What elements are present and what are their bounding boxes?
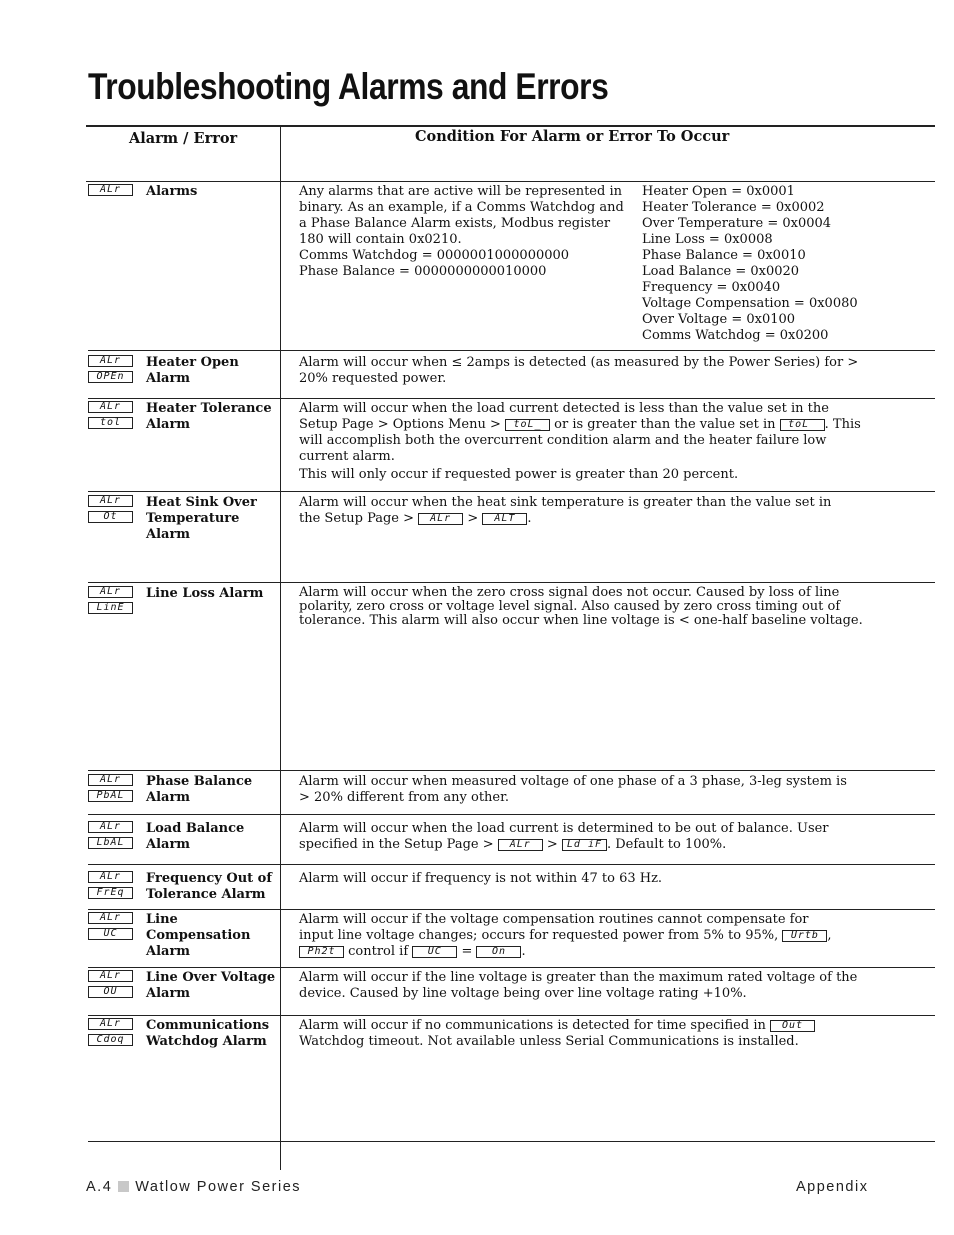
product-name: Watlow Power Series: [135, 1179, 302, 1195]
lcd-code: toL‾: [780, 419, 825, 431]
bit-item: Heater Tolerance = 0x0002: [642, 200, 825, 215]
alarm-name: Line Compensation Alarm: [146, 912, 251, 959]
header-condition: Condition For Alarm or Error To Occur: [415, 128, 730, 145]
condition-text: =: [461, 944, 473, 959]
alarm-codes: [88, 401, 133, 433]
row-rule: [88, 770, 935, 771]
table-bottom-rule: [88, 1141, 935, 1142]
lcd-code: PbAL: [88, 790, 133, 802]
lcd-code: UC: [412, 946, 457, 958]
condition-text: Alarm will occur when the load current detected is less than the value set in the Setup Page > Options Menu >: [299, 401, 829, 432]
alarm-condition: Alarm will occur if the line voltage is greater than the maximum rated voltage of the device. Caused by line voltage being over line voltage rating +10%.: [299, 970, 858, 1001]
alarm-name: Load Balance Alarm: [146, 821, 245, 852]
lcd-code: ALr: [88, 970, 133, 982]
footer-left: [86, 1179, 301, 1195]
alarm-codes: [88, 821, 133, 853]
alarm-condition: [299, 495, 839, 527]
condition-text: .: [521, 944, 526, 959]
alarm-codes: [88, 970, 133, 1002]
lcd-code: ALr: [88, 495, 133, 507]
alarm-example-line: Comms Watchdog = 0000001000000000: [299, 248, 570, 263]
lcd-code: LbAL: [88, 837, 133, 849]
alarm-example-line: Phase Balance = 0000000000010000: [299, 264, 547, 279]
row-rule: [88, 967, 935, 968]
alarm-condition: Alarm will occur when ≤ 2amps is detected (as measured by the Power Series) for > 20% requested power.: [299, 355, 859, 386]
lcd-code: ALr: [88, 586, 133, 598]
lcd-code: UC: [88, 928, 133, 940]
row-rule: [88, 814, 935, 815]
lcd-code: Ld iF: [562, 839, 607, 851]
row-rule: [88, 398, 935, 399]
bit-item: Line Loss = 0x0008: [642, 232, 773, 247]
page-title: Troubleshooting Alarms and Errors: [88, 66, 609, 107]
condition-text: >: [546, 837, 558, 852]
lcd-code: ALr: [88, 871, 133, 883]
bit-item: Frequency = 0x0040: [642, 280, 781, 295]
alarm-codes: [88, 774, 133, 806]
lcd-code: ALr: [88, 401, 133, 413]
row-rule: [88, 491, 935, 492]
condition-text: ,: [827, 928, 832, 943]
condition-text: . Default to 100%.: [606, 837, 727, 852]
lcd-code: toL_: [505, 419, 550, 431]
bit-item: Phase Balance = 0x0010: [642, 248, 806, 263]
page-number: A.4: [86, 1179, 113, 1195]
lcd-code: Urtb: [782, 930, 827, 942]
condition-text: control if: [348, 944, 409, 959]
condition-text: or is greater than the value set in: [554, 417, 776, 432]
footer-section: Appendix: [796, 1179, 869, 1195]
alarm-condition: [299, 912, 839, 960]
alarm-name: Line Over Voltage Alarm: [146, 970, 276, 1001]
row-rule: [88, 1015, 935, 1016]
lcd-code: Ot: [88, 511, 133, 523]
alarm-condition: Alarm will occur when measured voltage of one phase of a 3 phase, 3-leg system is > 20% different from any other.: [299, 774, 847, 805]
lcd-code: ALr: [88, 355, 133, 367]
alarm-codes: [88, 912, 133, 944]
table-top-rule: [86, 125, 935, 127]
column-divider: [280, 126, 281, 1170]
lcd-code: Out: [770, 1020, 815, 1032]
alarm-condition: [299, 821, 869, 853]
lcd-code: OPEn: [88, 371, 133, 383]
lcd-code: Ph2t: [299, 946, 344, 958]
lcd-code: ALr: [88, 184, 133, 196]
lcd-code: ALr: [88, 774, 133, 786]
condition-text: This will only occur if requested power is greater than 20 percent.: [299, 467, 739, 482]
bit-item: Over Temperature = 0x0004: [642, 216, 832, 231]
alarm-codes: [88, 495, 133, 527]
row-rule: [88, 864, 935, 865]
lcd-code: FrEq: [88, 887, 133, 899]
alarm-name: Heater Open Alarm: [146, 355, 239, 386]
bit-item: Voltage Compensation = 0x0080: [642, 296, 858, 311]
alarm-name: Heater Tolerance Alarm: [146, 401, 272, 432]
alarm-codes: [88, 184, 133, 200]
lcd-code: ALr: [418, 513, 463, 525]
alarm-condition: [299, 401, 869, 483]
row-rule: [88, 582, 935, 583]
alarm-bit-list: [642, 184, 858, 344]
alarm-codes: [88, 1018, 133, 1050]
condition-text: Alarm will occur if no communications is detected for time specified in: [299, 1018, 766, 1033]
condition-text: Watchdog timeout. Not available unless Serial Communications is installed.: [299, 1034, 799, 1049]
alarm-name: Alarms: [146, 184, 198, 199]
lcd-code: ALr: [88, 821, 133, 833]
alarm-name: Line Loss Alarm: [146, 586, 264, 601]
alarm-condition: Alarm will occur if frequency is not within 47 to 63 Hz.: [299, 871, 663, 886]
alarm-name: Frequency Out of Tolerance Alarm: [146, 871, 272, 902]
bit-item: Comms Watchdog = 0x0200: [642, 328, 829, 343]
lcd-code: OU: [88, 986, 133, 998]
alarm-codes: [88, 586, 133, 618]
condition-text: >: [467, 511, 479, 526]
alarm-codes: [88, 355, 133, 387]
lcd-code: LinE: [88, 602, 133, 614]
alarm-name: Heat Sink Over Temperature Alarm: [146, 495, 257, 542]
condition-text: .: [527, 511, 532, 526]
bit-item: Over Voltage = 0x0100: [642, 312, 796, 327]
condition-text: . This will accomplish both the overcurrent condition alarm and the heater failure low current alarm.: [299, 417, 861, 464]
bit-item: Load Balance = 0x0020: [642, 264, 800, 279]
condition-text: Alarm will occur when the load current is determined to be out of balance. User specified in the Setup Page >: [299, 821, 829, 852]
row-rule: [88, 350, 935, 351]
lcd-code: tol: [88, 417, 133, 429]
header-bottom-rule: [86, 181, 935, 182]
alarm-condition: [299, 184, 634, 280]
row-rule: [88, 909, 935, 910]
header-alarm-error: Alarm / Error: [129, 130, 238, 147]
alarm-codes: [88, 871, 133, 903]
alarm-name: Communications Watchdog Alarm: [146, 1018, 270, 1049]
bit-item: Heater Open = 0x0001: [642, 184, 795, 199]
lcd-code: ALT: [482, 513, 527, 525]
lcd-code: On: [476, 946, 521, 958]
alarm-condition: Alarm will occur when the zero cross signal does not occur. Caused by loss of line polarity, zero cross or voltage level signal. Also caused by zero cross timing out of tolerance. This alarm will also occur when line voltage is < one-half baseline voltage.: [299, 585, 863, 628]
alarm-condition: [299, 1018, 864, 1050]
lcd-code: Cdoq: [88, 1034, 133, 1046]
lcd-code: ALr: [498, 839, 543, 851]
square-bullet-icon: [118, 1181, 129, 1192]
condition-text: Alarm will occur if the voltage compensation routines cannot compensate for input line voltage changes; occurs for requested power from 5% to 95%,: [299, 912, 809, 943]
lcd-code: ALr: [88, 912, 133, 924]
alarm-name: Phase Balance Alarm: [146, 774, 253, 805]
lcd-code: ALr: [88, 1018, 133, 1030]
condition-text: Alarm will occur when the heat sink temperature is greater than the value set in the Setup Page >: [299, 495, 832, 526]
alarm-description: Any alarms that are active will be represented in binary. As an example, if a Comms Watchdog and a Phase Balance Alarm exists, Modbus register 180 will contain 0x0210.: [299, 184, 624, 247]
